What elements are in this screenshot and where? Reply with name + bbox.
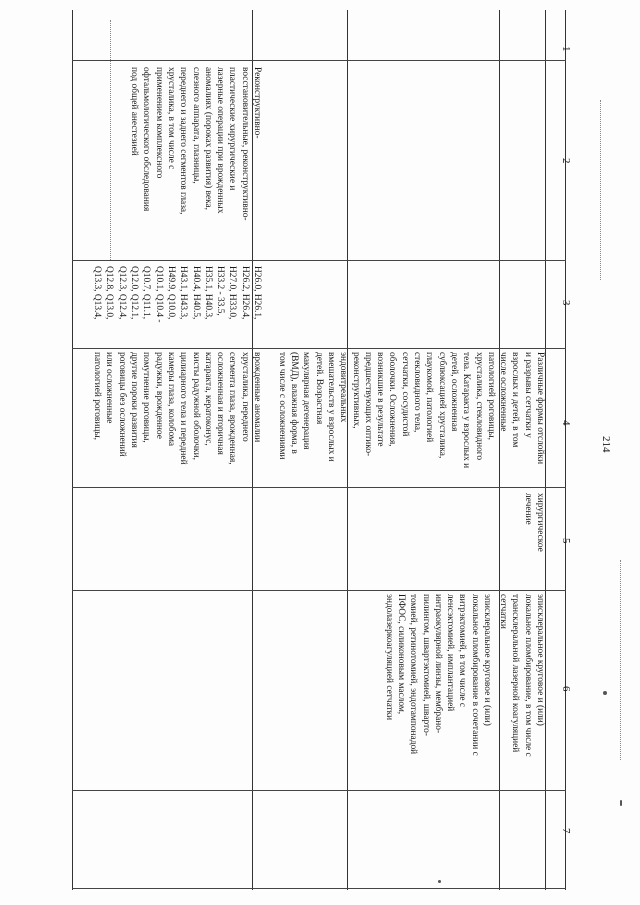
icd-code-line: Q10.7, Q11.1, xyxy=(141,266,152,320)
icd-code-line: H33.2 - 33.5, xyxy=(215,266,226,316)
procedure-line: офтальмологического обследования xyxy=(141,67,152,212)
method-line: сетчатки xyxy=(498,594,509,629)
treatment-type-line: хирургическое xyxy=(535,493,545,552)
diagnosis-line: кисты радужной оболочки, xyxy=(190,352,201,460)
diagnosis-line: хрусталика, стекловидного xyxy=(473,352,484,461)
diagnosis-line: другие пороки развития xyxy=(129,352,140,448)
treatment-type xyxy=(521,493,546,552)
diagnosis-line: хрусталика, переднего xyxy=(239,352,250,442)
column-number-7: 7 xyxy=(560,828,572,834)
diagnosis-text-top xyxy=(275,352,546,468)
treatment-method-top xyxy=(497,594,546,757)
header-row-divider-c xyxy=(72,348,566,349)
column-number-2: 2 xyxy=(560,158,572,164)
method-line: витрэктомией, в том числе с xyxy=(457,594,468,708)
scan-artifact-line xyxy=(110,20,111,260)
diagnosis-line: числе осложненные xyxy=(498,352,509,432)
scan-speck xyxy=(603,691,607,695)
icd-code-line: H27.0, H33.0, xyxy=(227,266,238,320)
diagnosis-line: детей. Возрастная xyxy=(313,352,324,425)
method-line: ПФОС, силиконовым маслом, xyxy=(395,594,406,715)
diagnosis-line: тела. Катаракта у взрослых и xyxy=(461,352,472,469)
method-line: пилингом, швартэктомией, швартo- xyxy=(420,594,431,736)
column-number-4: 4 xyxy=(560,420,572,426)
icd-code-line: Q10.1, Q10.4 - xyxy=(153,266,164,323)
icd-code-line: Q12.3, Q12.4, xyxy=(116,266,127,320)
procedure-line: под общей анестезией xyxy=(129,67,140,156)
diagnosis-line: радужки, врожденное xyxy=(153,352,164,439)
procedure-line: пластические хирургические и xyxy=(227,67,238,191)
header-row-divider-a xyxy=(72,60,566,61)
diagnosis-line: детей, осложненная xyxy=(448,352,459,432)
header-row-divider-e xyxy=(72,590,566,591)
method-line: локальное пломбирование, в том числе с xyxy=(522,594,533,757)
icd-code-line: H26.2, H26.4, xyxy=(239,266,250,320)
diagnosis-line: сегмента глаза, врожденная, xyxy=(227,352,238,465)
diagnosis-line: предшествующих оптико- xyxy=(362,352,373,457)
procedure-line: восстановительные, реконструктивно- xyxy=(239,67,250,221)
scan-speck xyxy=(438,880,441,883)
diagnosis-line: помутнение роговицы, xyxy=(141,352,152,443)
diagnosis-line: и разрывы сетчатки у xyxy=(522,352,533,438)
procedure-line: Реконструктивно- xyxy=(252,67,262,139)
treatment-method-bottom xyxy=(382,594,493,756)
treatment-type-line: лечение xyxy=(522,493,533,525)
icd-code-line: Q12.8, Q13.0, xyxy=(104,266,115,320)
diagnosis-line: (ВМД), влажная форма, в xyxy=(289,352,300,454)
diagnosis-line: цилиарного тела и передней xyxy=(178,352,189,465)
diagnosis-line: патологией роговицы, xyxy=(485,352,496,440)
diagnosis-line: патологией роговицы, xyxy=(92,352,103,440)
procedure-line: слезного аппарата, глазницы, xyxy=(190,67,201,184)
diagnosis-line: камеры глаза, колобома xyxy=(165,352,176,447)
procedure-line: применением комплексного xyxy=(153,67,164,179)
diagnosis-line: врожденные аномалии xyxy=(252,352,262,443)
diagnosis-line: осложненная и вторичная xyxy=(215,352,226,455)
scan-speck xyxy=(620,800,622,806)
diagnosis-line: оболочки. Осложнения, xyxy=(387,352,398,447)
column-number-6: 6 xyxy=(560,686,572,692)
method-line: трансклеральной лазерной коагуляцией xyxy=(510,594,521,753)
diagnosis-text-bottom xyxy=(91,352,263,465)
diagnosis-line: эндовитреальных xyxy=(338,352,349,423)
table-border-right xyxy=(565,10,566,890)
diagnosis-line: сетчатки, сосудистой xyxy=(399,352,410,437)
method-line: локальное пломбирование в сочетании с xyxy=(469,594,480,756)
method-line: томией, ретинотомией, эндотампонадой xyxy=(408,594,419,755)
column-number-1: 1 xyxy=(560,46,572,52)
column-number-5: 5 xyxy=(560,538,572,544)
procedure-line: аномалиях (пороках развития) века, xyxy=(202,67,213,210)
method-line: эписклеральное круговое и (или) xyxy=(535,594,545,726)
diagnosis-line: Различные формы отслойки xyxy=(535,352,545,465)
diagnosis-line: реконструктивных, xyxy=(350,352,361,429)
diagnosis-line: катаракта, кератоконус, xyxy=(202,352,213,446)
diagnosis-line: роговицы без осложнений xyxy=(116,352,127,457)
method-line: ленсэктомией, имплантацией xyxy=(445,594,456,712)
table-border-bottom xyxy=(72,888,566,889)
diagnosis-line: взрослых и детей, в том xyxy=(510,352,521,448)
scan-artifact-line xyxy=(620,560,621,760)
method-line: эписклеральное круговое и (или) xyxy=(482,594,492,726)
procedure-line: переднего и заднего сегментов глаза, xyxy=(178,67,189,215)
icd-code-line: H49.9, Q10.0, xyxy=(165,266,176,320)
icd-code-line: H35.1, H40.3, xyxy=(202,266,213,320)
diagnosis-line: вмешательств у взрослых и xyxy=(325,352,336,462)
procedure-line: лазерные операции при врожденных xyxy=(215,67,226,214)
header-row-divider-d xyxy=(72,487,566,488)
icd-code-line: H43.1, H43.3, xyxy=(178,266,189,320)
icd-code-line: H26.0, H26.1, xyxy=(252,266,262,320)
diagnosis-line: глаукомой, патологией xyxy=(424,352,435,443)
column-number-3: 3 xyxy=(560,300,572,306)
table-border-left xyxy=(72,10,73,890)
diagnosis-line: стекловидного тела, xyxy=(412,352,423,433)
header-row-divider-f xyxy=(72,790,566,791)
icd-code-line: H40.4, H40.5, xyxy=(190,266,201,320)
diagnosis-line: том числе с осложнениями xyxy=(276,352,287,460)
icd-code-line: Q13.3, Q13.4, xyxy=(92,266,103,320)
diagnosis-line: возникшие в результате xyxy=(375,352,386,447)
procedure-description xyxy=(128,67,263,221)
method-line: интраокулярной линзы, мембрано- xyxy=(432,594,443,734)
scan-artifact-line xyxy=(600,100,601,280)
procedure-line: хрусталика, в том числе с xyxy=(165,67,176,170)
diagnosis-line: макулярная дегенерация xyxy=(301,352,312,450)
diagnosis-line: сублюксацией хрусталика, xyxy=(436,352,447,459)
page-number: 214 xyxy=(600,436,612,453)
header-row-divider-b xyxy=(72,260,566,261)
icd-codes xyxy=(91,266,263,323)
method-line: эндолазеркоагуляцией сетчатки xyxy=(383,594,394,721)
diagnosis-line: или осложненные xyxy=(104,352,115,424)
icd-code-line: Q12.0, Q12.1, xyxy=(129,266,140,320)
